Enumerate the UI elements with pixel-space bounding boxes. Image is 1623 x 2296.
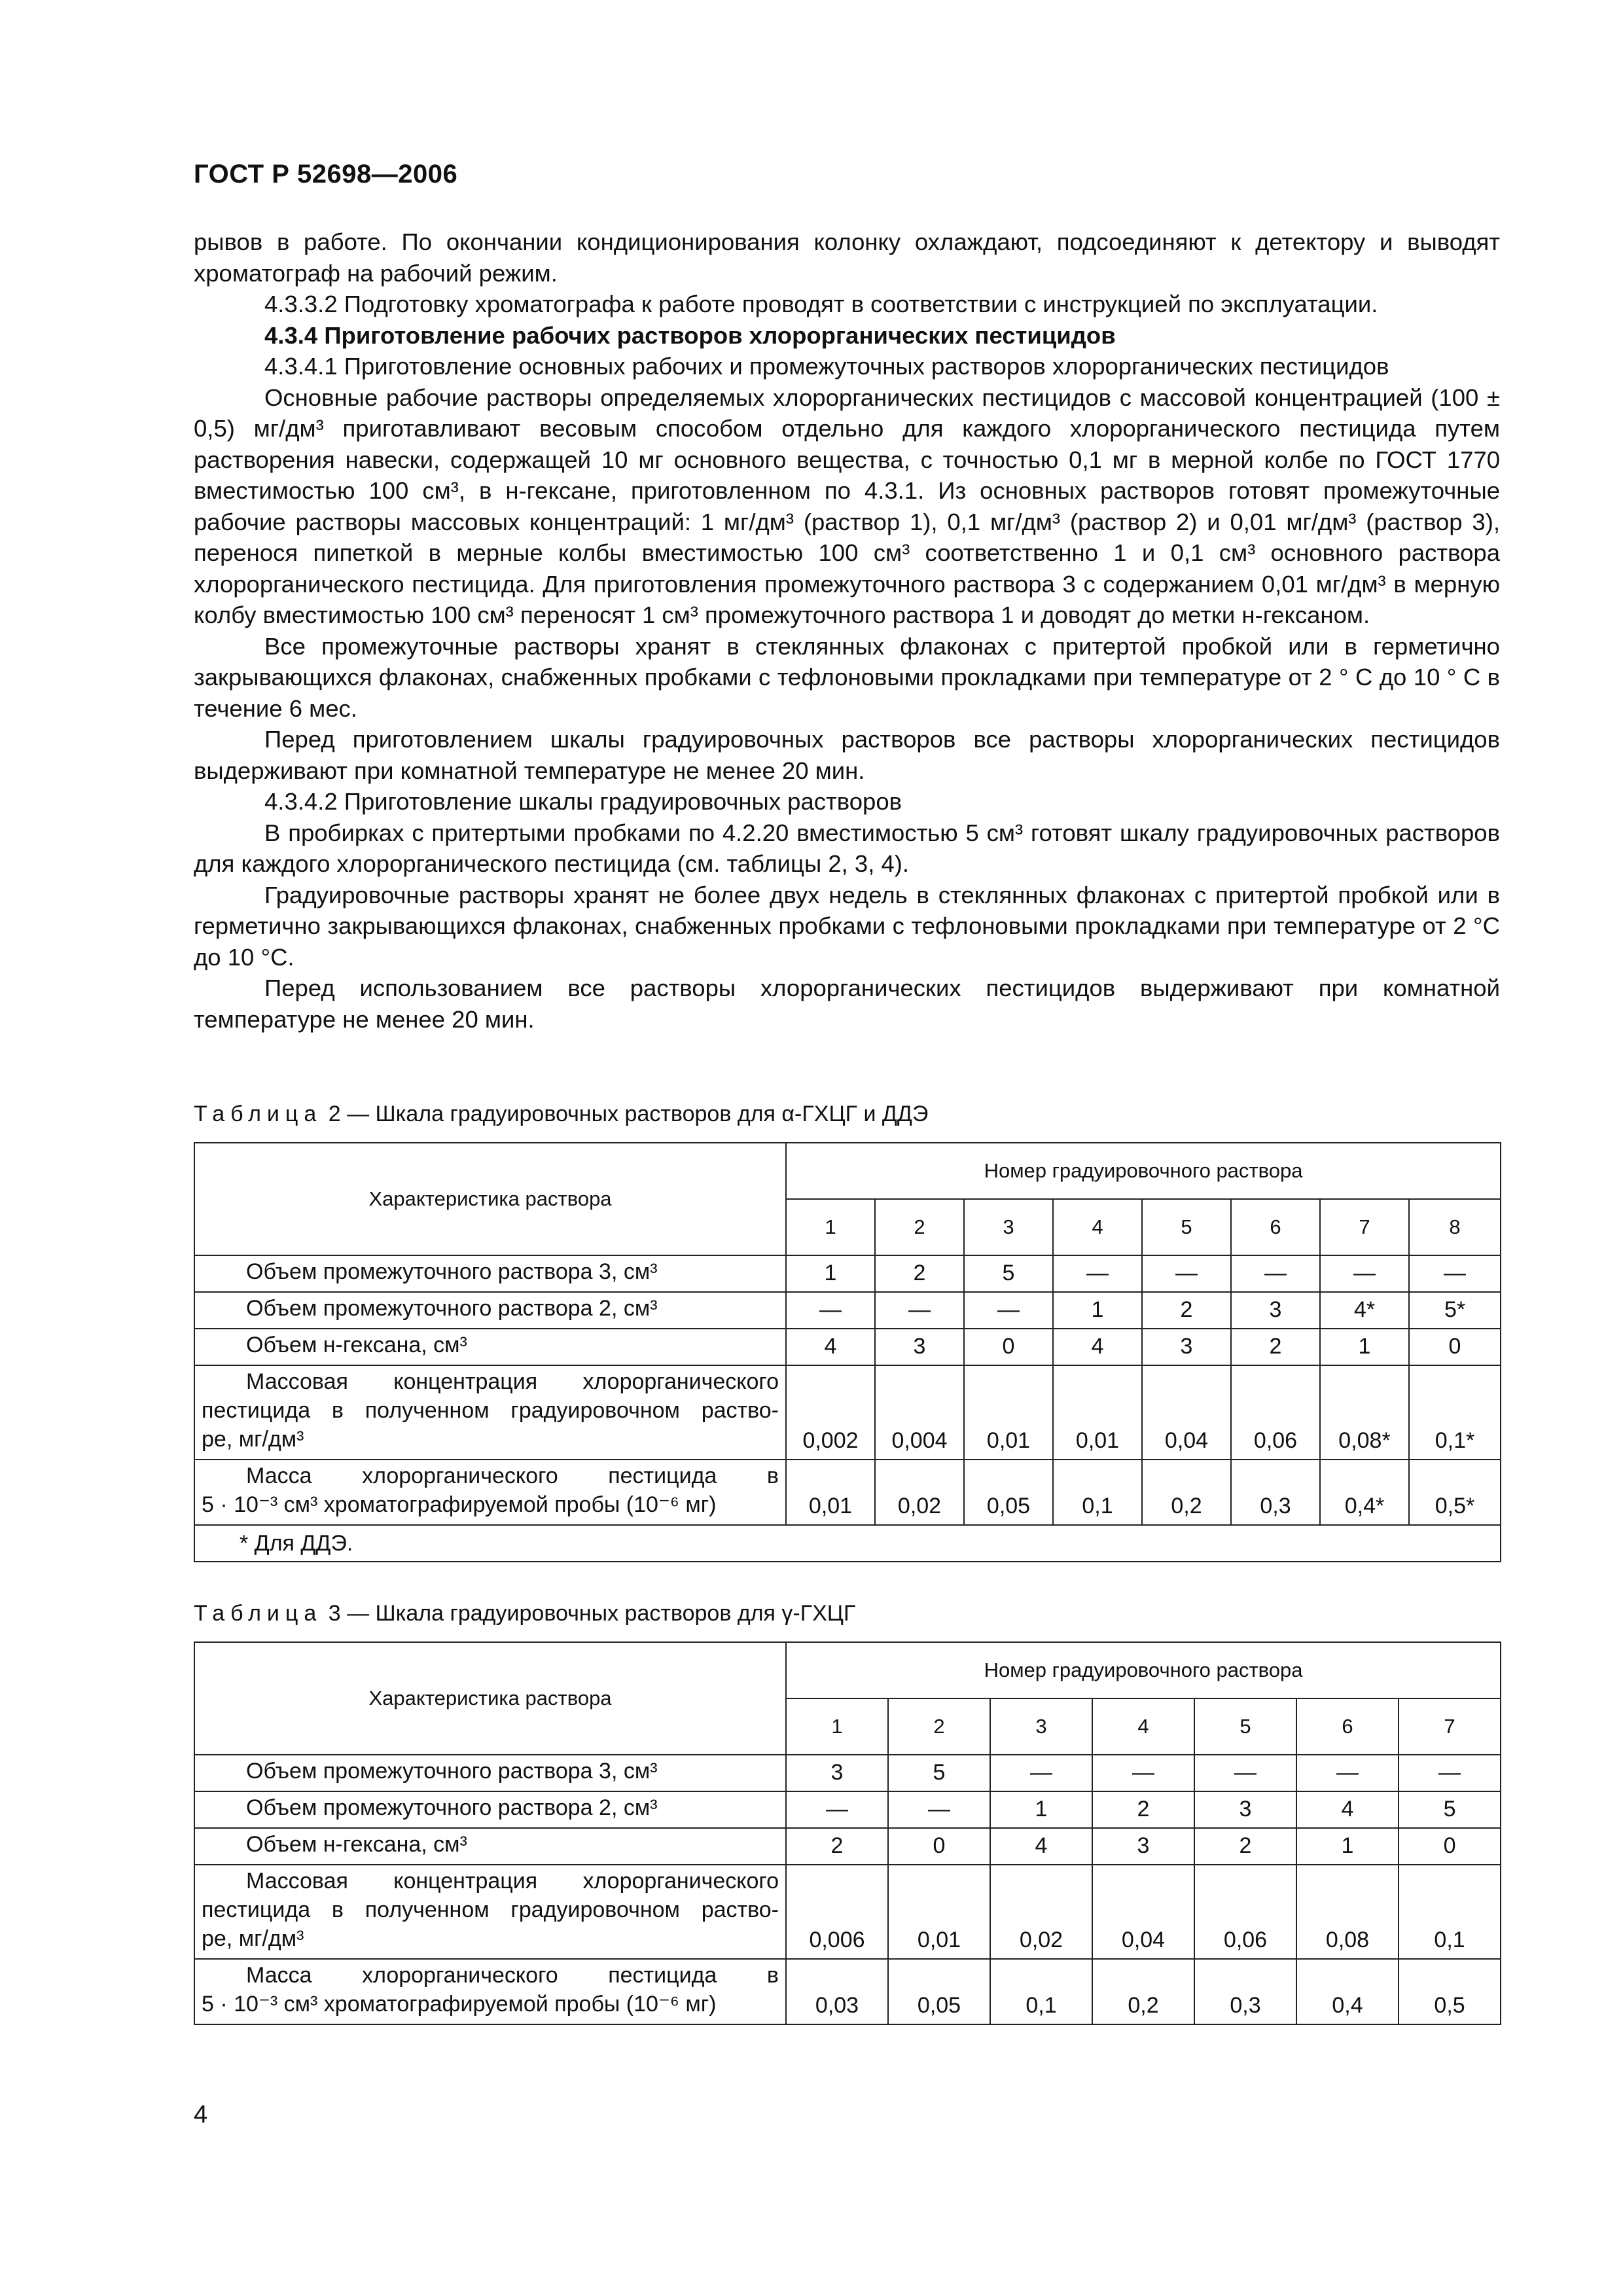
table-cell: 3: [875, 1329, 964, 1365]
row-label-line: Массовая концентрация хлорорганического: [246, 1869, 779, 1893]
table-cell: 0,1: [990, 1959, 1092, 2024]
table-cell: 3: [786, 1755, 888, 1791]
table-cell: 0: [964, 1329, 1053, 1365]
column-header: 8: [1409, 1199, 1501, 1255]
row-label: [194, 1255, 786, 1292]
table-cell: 0,2: [1092, 1959, 1194, 2024]
paragraph: Все промежуточные растворы хранят в стеклянных флаконах с притертой пробкой или в герметично закрывающихся флаконах, снабженных пробками с тефлоновыми прокладками при температуре от 2 ° С до 10 ° С в течение 6 мес.: [194, 632, 1500, 722]
table-cell: 2: [1142, 1292, 1231, 1329]
column-header: 7: [1320, 1199, 1409, 1255]
table-row: [194, 1329, 1501, 1365]
table-2-caption: [194, 1100, 928, 1128]
table-cell: 1: [990, 1791, 1092, 1828]
table-header-characteristic: Характеристика раствора: [194, 1143, 786, 1255]
column-header: 6: [1231, 1199, 1320, 1255]
table-cell: —: [1092, 1755, 1194, 1791]
table-cell: 4: [1296, 1791, 1399, 1828]
table-cell: 0,06: [1194, 1865, 1296, 1959]
table-cell: 0,1: [1399, 1865, 1501, 1959]
table-caption-label: Таблица: [194, 1102, 323, 1126]
row-label-line: 5 · 10⁻³ см³ хроматографируемой пробы (10⁻⁶ мг): [202, 1992, 717, 2017]
table-cell: 3: [1092, 1828, 1194, 1865]
table-cell: 3: [1142, 1329, 1231, 1365]
table-cell: 0,01: [786, 1460, 875, 1525]
column-header: 5: [1194, 1698, 1296, 1755]
column-header: 2: [888, 1698, 990, 1755]
row-label-line: Масса хлорорганического пестицида в: [246, 1963, 779, 1988]
paragraph: рывов в работе. По окончании кондиционирования колонку охлаждают, подсоединяют к детектору и выводят хроматограф на рабочий режим.: [194, 228, 1500, 287]
table-cell: 0,5: [1399, 1959, 1501, 2024]
table-cell: 0,05: [888, 1959, 990, 2024]
table-cell: 3: [1231, 1292, 1320, 1329]
table-cell: —: [786, 1791, 888, 1828]
row-label: [194, 1329, 786, 1365]
column-header: 5: [1142, 1199, 1231, 1255]
table-row: [194, 1828, 1501, 1865]
table-cell: 0,002: [786, 1365, 875, 1460]
table-cell: 0,2: [1142, 1460, 1231, 1525]
row-label: [194, 1828, 786, 1865]
table-cell: —: [1320, 1255, 1409, 1292]
table-cell: 4*: [1320, 1292, 1409, 1329]
table-row: [194, 1791, 1501, 1828]
table-cell: 0,06: [1231, 1365, 1320, 1460]
row-label-line: пестицида в полученном градуировочном раство-: [202, 1398, 779, 1423]
table-cell: 0: [888, 1828, 990, 1865]
table-cell: 0,02: [990, 1865, 1092, 1959]
row-label-line: Объем н-гексана, см³: [246, 1832, 467, 1857]
table-cell: 0,05: [964, 1460, 1053, 1525]
table-cell: 1: [1296, 1828, 1399, 1865]
table-footnote-row: [194, 1525, 1501, 1562]
paragraph: Перед использованием все растворы хлорорганических пестицидов выдерживают при комнатной температуре не менее 20 мин.: [194, 975, 1500, 1033]
table-cell: —: [1231, 1255, 1320, 1292]
table-cell: —: [1142, 1255, 1231, 1292]
table-row: [194, 1959, 1501, 2024]
paragraph: Перед приготовлением шкалы градуировочных растворов все растворы хлорорганических пестицидов выдерживают при комнатной температуре не менее 20 мин.: [194, 726, 1500, 784]
document-header: ГОСТ Р 52698—2006: [194, 160, 458, 188]
table-footnote: * Для ДДЭ.: [194, 1525, 1501, 1562]
table-cell: 3: [1194, 1791, 1296, 1828]
row-label: [194, 1460, 786, 1525]
column-header: 6: [1296, 1698, 1399, 1755]
table-header-characteristic: Характеристика раствора: [194, 1642, 786, 1755]
row-label-line: Объем промежуточного раствора 3, см³: [246, 1759, 658, 1784]
paragraph: В пробирках с притертыми пробками по 4.2.20 вместимостью 5 см³ готовят шкалу градуировочных растворов для каждого хлорорганического пестицида (см. таблицы 2, 3, 4).: [194, 819, 1500, 877]
row-label: [194, 1292, 786, 1329]
table-cell: 4: [786, 1329, 875, 1365]
table-caption-text: 2 — Шкала градуировочных растворов для α-ГХЦГ и ДДЭ: [322, 1102, 929, 1126]
row-label-line: ре, мг/дм³: [202, 1427, 304, 1452]
table-caption-text: 3 — Шкала градуировочных растворов для γ-ГХЦГ: [322, 1601, 856, 1626]
row-label-line: пестицида в полученном градуировочном раство-: [202, 1897, 779, 1922]
table-cell: 0: [1409, 1329, 1501, 1365]
row-label-line: Объем промежуточного раствора 3, см³: [246, 1259, 658, 1284]
column-header: 4: [1053, 1199, 1142, 1255]
table-cell: 0,4: [1296, 1959, 1399, 2024]
table-cell: 5*: [1409, 1292, 1501, 1329]
table-cell: 5: [888, 1755, 990, 1791]
table-row: [194, 1755, 1501, 1791]
paragraph: Основные рабочие растворы определяемых хлорорганических пестицидов с массовой концентрацией (100 ± 0,5) мг/дм³ приготавливают весовым способом отдельно для каждого хлорорганического пестицида путем растворения навески, содержащей 10 мг основного вещества, с точностью 0,1 мг в мерной колбе по ГОСТ 1770 вместимостью 100 см³, в н-гексане, приготовленном по 4.3.1. Из основных растворов готовят промежуточные рабочие растворы массовых концентраций: 1 мг/дм³ (раствор 1), 0,1 мг/дм³ (раствор 2) и 0,01 мг/дм³ (раствор 3), перенося пипеткой в мерные колбы вместимостью 100 см³ соответственно 1 и 0,1 см³ основного раствора хлорорганического пестицида. Для приготовления промежуточного раствора 3 с содержанием 0,01 мг/дм³ в мерную колбу вместимостью 100 см³ переносят 1 см³ промежуточного раствора 1 и доводят до метки н-гексаном.: [194, 384, 1500, 628]
column-header: 3: [964, 1199, 1053, 1255]
column-header: 1: [786, 1698, 888, 1755]
table-cell: —: [1296, 1755, 1399, 1791]
column-header: 4: [1092, 1698, 1194, 1755]
row-label-line: Массовая концентрация хлорорганического: [246, 1369, 779, 1394]
paragraph: Градуировочные растворы хранят не более двух недель в стеклянных флаконах с притертой пробкой или в герметично закрывающихся флаконах, снабженных пробками с тефлоновыми прокладками при температуре от 2 °С до 10 °С.: [194, 881, 1500, 971]
table-cell: 0,4*: [1320, 1460, 1409, 1525]
table-cell: —: [1409, 1255, 1501, 1292]
page-number: 4: [194, 2101, 208, 2128]
table-cell: —: [875, 1292, 964, 1329]
table-cell: 1: [1320, 1329, 1409, 1365]
table-cell: 0,04: [1092, 1865, 1194, 1959]
table-cell: —: [888, 1791, 990, 1828]
row-label: [194, 1755, 786, 1791]
table-cell: 2: [875, 1255, 964, 1292]
table-row: [194, 1460, 1501, 1525]
table-cell: 0: [1399, 1828, 1501, 1865]
table-cell: —: [1053, 1255, 1142, 1292]
column-header: 1: [786, 1199, 875, 1255]
table-cell: 1: [786, 1255, 875, 1292]
table-cell: 0,5*: [1409, 1460, 1501, 1525]
table-3: [194, 1641, 1501, 2025]
table-2: [194, 1142, 1501, 1562]
table-cell: —: [964, 1292, 1053, 1329]
row-label: [194, 1959, 786, 2024]
table-header-group: Номер градуировочного раствора: [786, 1143, 1501, 1199]
table-cell: 4: [1053, 1329, 1142, 1365]
table-caption-label: Таблица: [194, 1601, 323, 1626]
table-cell: 0,3: [1231, 1460, 1320, 1525]
table-cell: 2: [786, 1828, 888, 1865]
table-cell: —: [786, 1292, 875, 1329]
body-text: [194, 226, 1500, 1035]
table-cell: 0,03: [786, 1959, 888, 2024]
table-cell: 0,01: [1053, 1365, 1142, 1460]
table-cell: 2: [1231, 1329, 1320, 1365]
table-cell: 1: [1053, 1292, 1142, 1329]
table-cell: 2: [1092, 1791, 1194, 1828]
table-cell: 4: [990, 1828, 1092, 1865]
column-header: 7: [1399, 1698, 1501, 1755]
subsection-heading: 4.3.4.1 Приготовление основных рабочих и промежуточных растворов хлорорганических пестицидов: [264, 353, 1389, 380]
table-3-caption: [194, 1599, 855, 1628]
table-row: [194, 1292, 1501, 1329]
table-cell: 5: [964, 1255, 1053, 1292]
table-cell: 0,08*: [1320, 1365, 1409, 1460]
table-cell: —: [990, 1755, 1092, 1791]
row-label-line: Объем промежуточного раствора 2, см³: [246, 1296, 658, 1321]
table-cell: 0,01: [964, 1365, 1053, 1460]
table-row: [194, 1865, 1501, 1959]
table-header-group: Номер градуировочного раствора: [786, 1642, 1501, 1698]
row-label-line: Масса хлорорганического пестицида в: [246, 1463, 779, 1488]
table-cell: 0,01: [888, 1865, 990, 1959]
column-header: 2: [875, 1199, 964, 1255]
row-label-line: ре, мг/дм³: [202, 1926, 304, 1951]
table-cell: 5: [1399, 1791, 1501, 1828]
row-label-line: Объем промежуточного раствора 2, см³: [246, 1795, 658, 1820]
row-label-line: 5 · 10⁻³ см³ хроматографируемой пробы (10⁻⁶ мг): [202, 1492, 717, 1517]
table-cell: 0,1: [1053, 1460, 1142, 1525]
table-cell: 0,004: [875, 1365, 964, 1460]
row-label: [194, 1865, 786, 1959]
subsection-heading: 4.3.4.2 Приготовление шкалы градуировочных растворов: [264, 788, 902, 815]
table-row: [194, 1365, 1501, 1460]
table-cell: —: [1194, 1755, 1296, 1791]
table-cell: 0,08: [1296, 1865, 1399, 1959]
table-cell: 0,04: [1142, 1365, 1231, 1460]
table-cell: 2: [1194, 1828, 1296, 1865]
table-cell: 0,1*: [1409, 1365, 1501, 1460]
row-label: [194, 1365, 786, 1460]
table-cell: 0,02: [875, 1460, 964, 1525]
table-cell: 0,006: [786, 1865, 888, 1959]
column-header: 3: [990, 1698, 1092, 1755]
table-cell: —: [1399, 1755, 1501, 1791]
row-label-line: Объем н-гексана, см³: [246, 1333, 467, 1357]
section-heading: 4.3.4 Приготовление рабочих растворов хлорорганических пестицидов: [264, 321, 1116, 349]
table-row: [194, 1255, 1501, 1292]
row-label: [194, 1791, 786, 1828]
table-cell: 0,3: [1194, 1959, 1296, 2024]
paragraph: 4.3.3.2 Подготовку хроматографа к работе проводят в соответствии с инструкцией по эксплуатации.: [264, 291, 1378, 317]
